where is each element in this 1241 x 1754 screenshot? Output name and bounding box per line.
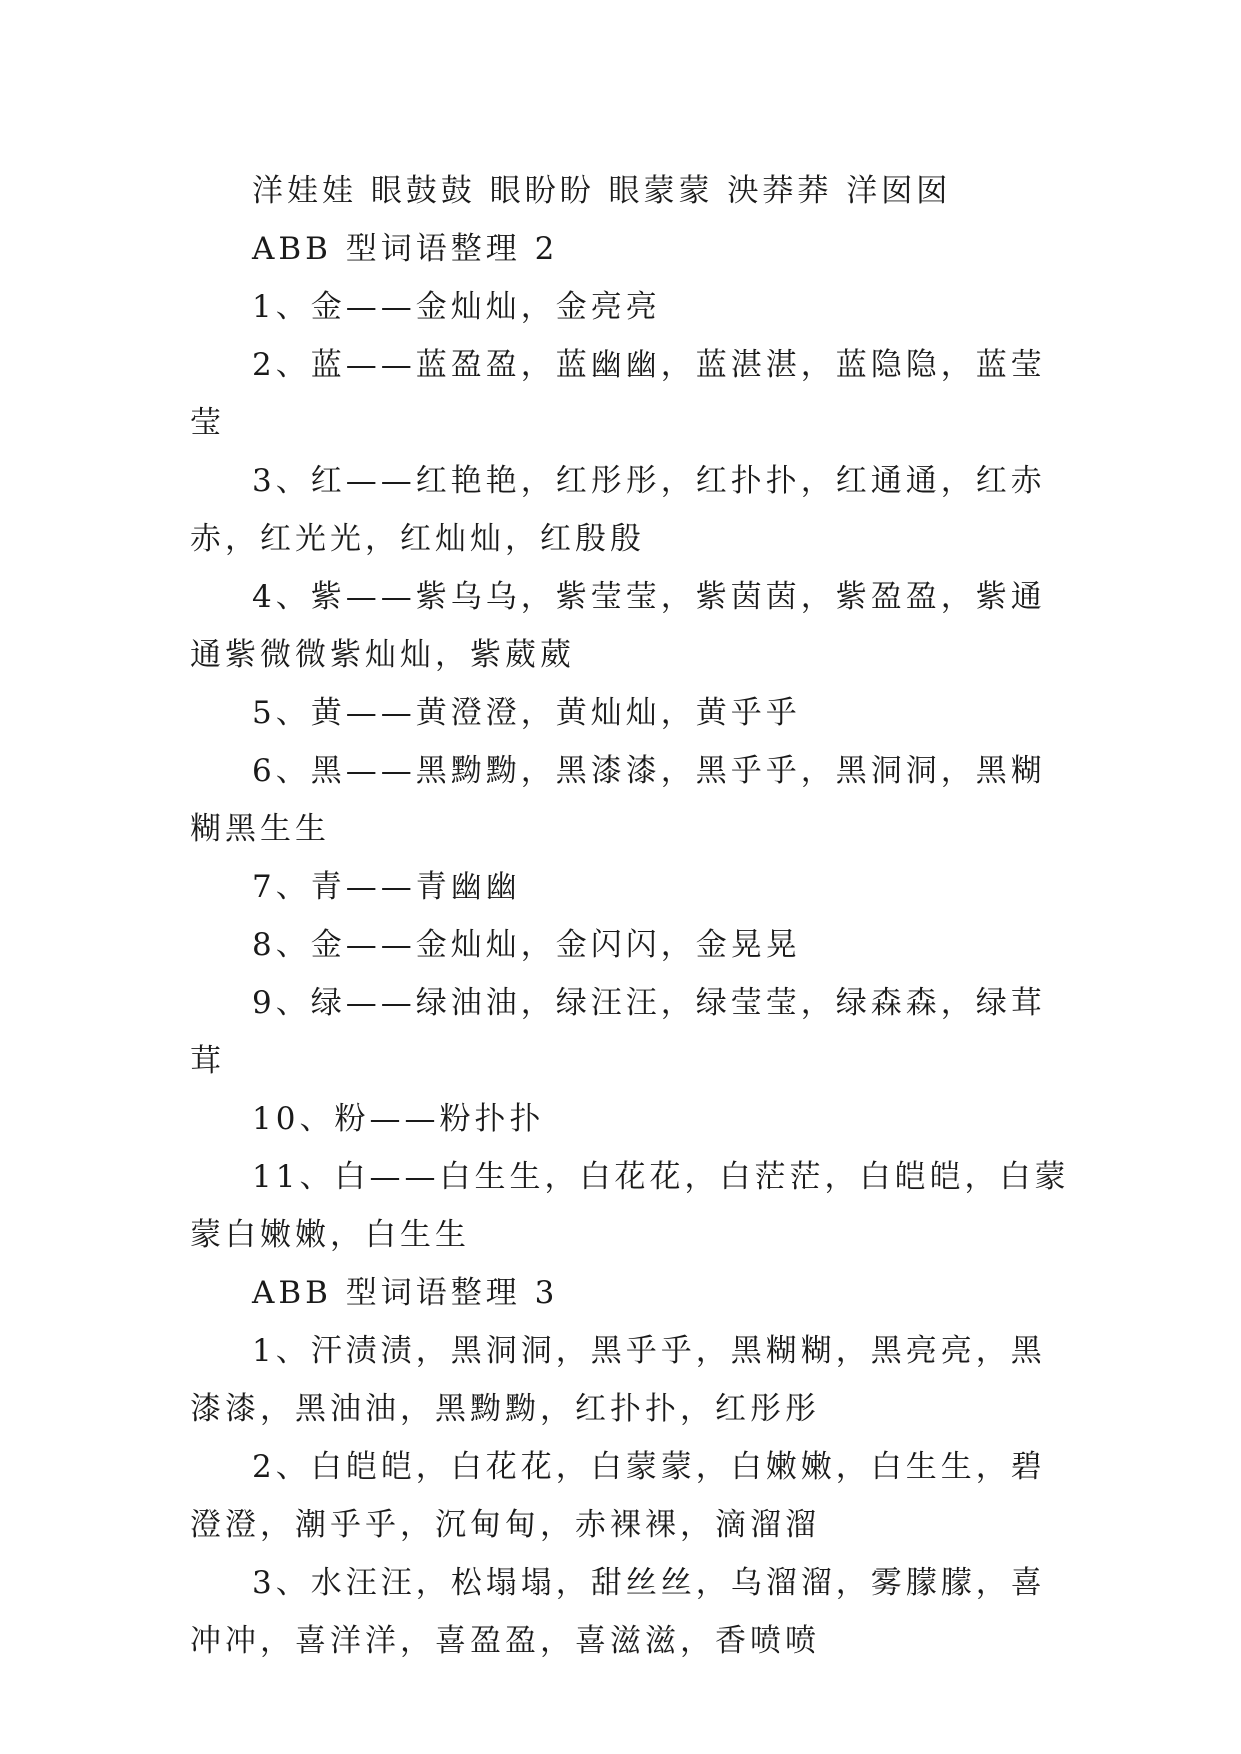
- list-item: 1、汗渍渍，黑洞洞，黑乎乎，黑糊糊，黑亮亮，黑漆漆，黑油油，黑黝黝，红扑扑，红彤彤: [190, 1333, 1046, 1427]
- section-heading-3: ABB 型词语整理 3: [252, 1275, 559, 1311]
- list-item: 5、黄——黄澄澄，黄灿灿，黄乎乎: [252, 695, 801, 731]
- section-heading-2: ABB 型词语整理 2: [252, 231, 559, 267]
- list-item: 6、黑——黑黝黝，黑漆漆，黑乎乎，黑洞洞，黑糊糊黑生生: [190, 753, 1046, 847]
- list-item: 2、白皑皑，白花花，白蒙蒙，白嫩嫩，白生生，碧澄澄，潮乎乎，沉甸甸，赤裸裸，滴溜溜: [190, 1449, 1046, 1543]
- list-item: 7、青——青幽幽: [252, 869, 521, 905]
- list-item: 4、紫——紫乌乌，紫莹莹，紫茵茵，紫盈盈，紫通通紫微微紫灿灿，紫葳葳: [190, 579, 1046, 673]
- paragraph-word-list: 洋娃娃 眼鼓鼓 眼盼盼 眼蒙蒙 泱莽莽 洋囡囡: [252, 173, 952, 209]
- document-body: [190, 162, 1070, 1670]
- list-item: 3、水汪汪，松塌塌，甜丝丝，乌溜溜，雾朦朦，喜冲冲，喜洋洋，喜盈盈，喜滋滋，香喷喷: [190, 1565, 1046, 1659]
- list-item: 8、金——金灿灿，金闪闪，金晃晃: [252, 927, 801, 963]
- list-item: 1、金——金灿灿，金亮亮: [252, 289, 661, 325]
- list-item: 3、红——红艳艳，红彤彤，红扑扑，红通通，红赤赤，红光光，红灿灿，红殷殷: [190, 463, 1046, 557]
- list-item: 9、绿——绿油油，绿汪汪，绿莹莹，绿森森，绿茸茸: [190, 985, 1046, 1079]
- list-item: 10、粉——粉扑扑: [252, 1101, 545, 1137]
- list-item: 2、蓝——蓝盈盈，蓝幽幽，蓝湛湛，蓝隐隐，蓝莹莹: [190, 347, 1046, 441]
- list-item: 11、白——白生生，白花花，白茫茫，白皑皑，白蒙蒙白嫩嫩，白生生: [190, 1159, 1070, 1253]
